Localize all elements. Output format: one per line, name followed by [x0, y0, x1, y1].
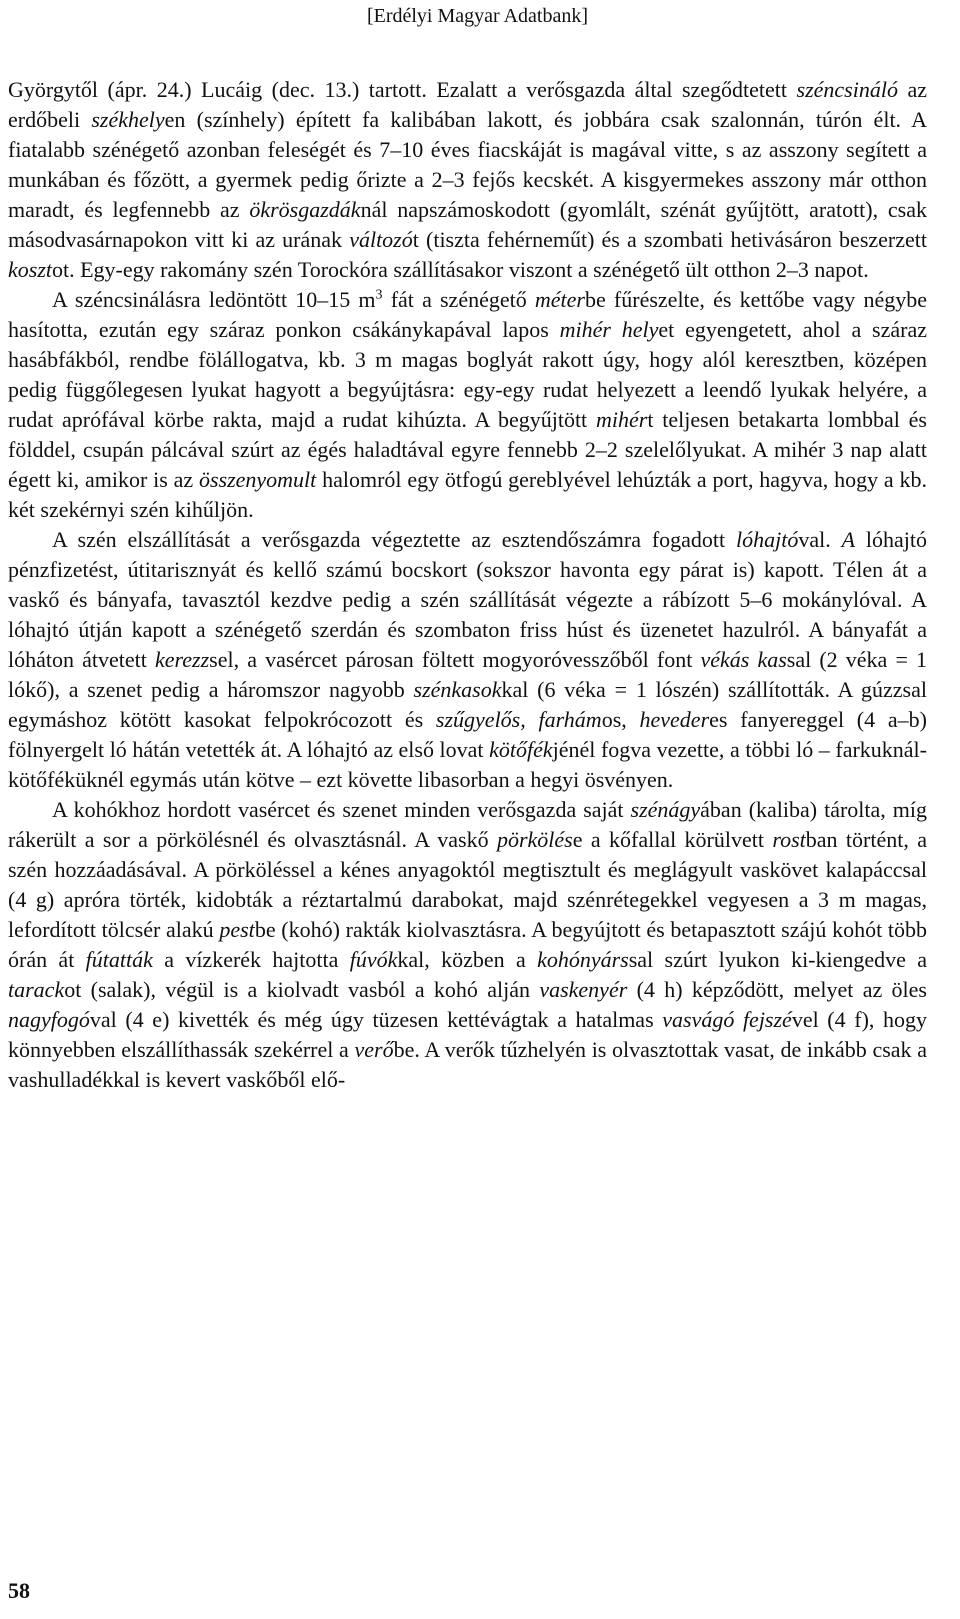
text-run: jénél fogva vezette, a többi ló – farkuknál-kötőféküknél egymás után kötve – ezt követte libasorban a hegyi ösvényen.	[8, 737, 927, 792]
text-run: val (4 e) kivették és még úgy tüzesen kettévágtak a hatalmas	[89, 1007, 663, 1032]
text-run: e a kőfallal körülvett	[572, 827, 773, 852]
italic-term: változó	[349, 227, 413, 252]
italic-term: széncsináló	[796, 77, 898, 102]
text-run: lóhajtó pénzfizetést, útitarisznyát és kellő számú bocskort (sokszor havonta egy párat is) kapott. Télen át a vaskő és bányafa, tavasztól kezdve pedig a szén szállítását végezte a rábízott 5–6 mokánylóval. A lóhajtó útján kapott a szénégető szerdán és szombaton friss húst és üzenetet hazulról. A bányafát a lóháton átvetett	[8, 527, 927, 672]
paragraph	[8, 285, 927, 525]
italic-term: fútatták	[85, 947, 153, 972]
text-run: sal szúrt lyukon ki-kiengedve a	[628, 947, 928, 972]
text-run: sel, a vasércet párosan föltett mogyoróvesszőből font	[209, 647, 701, 672]
text-run: (4 h) képződött, melyet az öles	[627, 977, 927, 1002]
paragraph	[8, 75, 927, 285]
text-run: sal (2 véka = 1 lókő), a szenet pedig a háromszor nagyobb	[8, 647, 927, 702]
italic-term: kötőfék	[489, 737, 553, 762]
text-run: ában (kaliba) tárolta, míg rákerült a sor a pörkölésnél és olvasztásnál. A vaskő	[8, 797, 927, 852]
text-run: be fűrészelte, és kettőbe vagy négybe hasította, ezután egy száraz ponkon csákánykapával lapos	[8, 287, 927, 342]
text-run: os,	[601, 707, 640, 732]
text-run: t (tiszta fehérneműt) és a szombati hetivásáron beszerzett	[412, 227, 927, 252]
text-run: A kohókhoz hordott vasércet és szenet minden verősgazda saját	[52, 797, 631, 822]
italic-term: ökrösgazdák	[249, 197, 361, 222]
italic-term: verő	[354, 1037, 394, 1062]
paragraph	[8, 795, 927, 1095]
italic-term: kerezz	[155, 647, 210, 672]
text-run: Györgytől (ápr. 24.) Lucáig (dec. 13.) tartott. Ezalatt a verősgazda által szegődtetett	[8, 77, 797, 102]
italic-term: szűgyelős, farhám	[435, 707, 602, 732]
text-run: t teljesen betakarta lombbal és földdel, csupán pálcával szúrt az égés haladtával egyre fennebb 2–2 szelelőlyukat. A mihér 3 nap alatt égett ki, amikor is az	[8, 407, 927, 492]
italic-term: nagyfogó	[8, 1007, 90, 1032]
paragraph	[8, 525, 927, 795]
text-run: et egyengetett, ahol a száraz hasábfákból, rendbe fölállogatva, kb. 3 m magas boglyát rakott úgy, hogy alól keresztben, középen pedig függőlegesen lyukat hagyott a begyújtásra: egy-egy rudat helyezett a leendő lyukak helyére, a rudat aprófával körbe rakta, majd a rudat kihúzta. A begyűjtött	[8, 317, 928, 432]
text-run: halomról egy ötfogú gereblyével lehúzták a port, hagyva, hogy a kb. két szekérnyi szén kihűljön.	[8, 467, 927, 522]
italic-term: koszt	[8, 257, 52, 282]
text-run: A szén elszállítását a verősgazda végeztette az esztendőszámra fogadott	[52, 527, 736, 552]
italic-term: lóhajtó	[736, 527, 799, 552]
text-run: A széncsinálásra ledöntött 10–15 m	[52, 287, 376, 312]
text-run: kal, közben a	[397, 947, 538, 972]
italic-term: mihér hely	[559, 317, 659, 342]
text-run: val.	[798, 527, 842, 552]
text-run: be. A verők tűzhelyén is olvasztottak vasat, de inkább csak a vashulladékkal is kevert vaskőből elő-	[8, 1037, 928, 1092]
italic-term: kohónyárs	[537, 947, 629, 972]
italic-term: összenyomult	[198, 467, 317, 492]
italic-term: szénágy	[630, 797, 701, 822]
italic-term: tarack	[8, 977, 65, 1002]
italic-term: méter	[534, 287, 585, 312]
italic-term: pörkölés	[496, 827, 573, 852]
italic-term: A	[841, 527, 856, 552]
text-run: a vízkerék hajtotta	[152, 947, 350, 972]
page-header: [Erdélyi Magyar Adatbank]	[366, 5, 588, 27]
text-run: be (kohó) rakták kiolvasztásra. A begyújtott és betapasztott szájú kohót több órán át	[8, 917, 927, 972]
text-run: en (színhely) épített fa kalibában lakott, és jobbára csak szalonnán, túrón élt. A fiatalabb szénégető azonban feleségét és 7–10 éves fiacskáját is magával vitte, s az asszony segített a munkában és főzött, a gyermek pedig őrizte a 2–3 fejős kecskét. A kisgyermekes asszony már otthon maradt, és legfennebb az	[8, 107, 927, 222]
italic-term: heveder	[639, 707, 710, 732]
text-run: vel (4 f), hogy könnyebben elszállíthassák szekérrel a	[8, 1007, 928, 1062]
italic-term: mihér	[596, 407, 648, 432]
text-run: ban történt, a szén hozzáadásával. A pörköléssel a kénes anyagoktól megtisztult és meglágyult vaskövet kalapáccsal (4 g) apróra törték, kidobták a réztartalmú darabokat, majd szénrétegekkel vegyesen a 3 m magas, lefordított tölcsér alakú	[8, 827, 927, 942]
italic-term: vasvágó fejszé	[662, 1007, 792, 1032]
italic-term: székhely	[91, 107, 165, 132]
text-run: ot. Egy-egy rakomány szén Torockóra szállításakor viszont a szénégető ült otthon 2–3 napot.	[52, 257, 869, 282]
text-run: fát a szénégető	[382, 287, 535, 312]
page-number: 58	[8, 1578, 30, 1603]
italic-term: rost	[772, 827, 806, 852]
italic-term: pest	[219, 917, 255, 942]
text-run: es fanyereggel (4 a–b) fölnyergelt ló hátán vetették át. A lóhajtó az első lovat	[8, 707, 927, 762]
italic-term: fúvók	[349, 947, 398, 972]
text-run: az erdőbeli	[8, 77, 928, 132]
text-run: nál napszámoskodott (gyomlált, szénát gyűjtött, aratott), csak másodvasárnapokon vitt ki az urának	[8, 197, 928, 252]
text-run: ot (salak), végül is a kiolvadt vasból a kohó alján	[64, 977, 540, 1002]
superscript: 3	[375, 287, 383, 303]
italic-term: szénkasok	[413, 677, 502, 702]
body-text	[8, 75, 927, 1095]
italic-term: vékás kas	[700, 647, 787, 672]
text-run: kal (6 véka = 1 lószén) szállították. A gúzzsal egymáshoz kötött kasokat felpokrócozott és	[8, 677, 927, 732]
italic-term: vaskenyér	[539, 977, 628, 1002]
